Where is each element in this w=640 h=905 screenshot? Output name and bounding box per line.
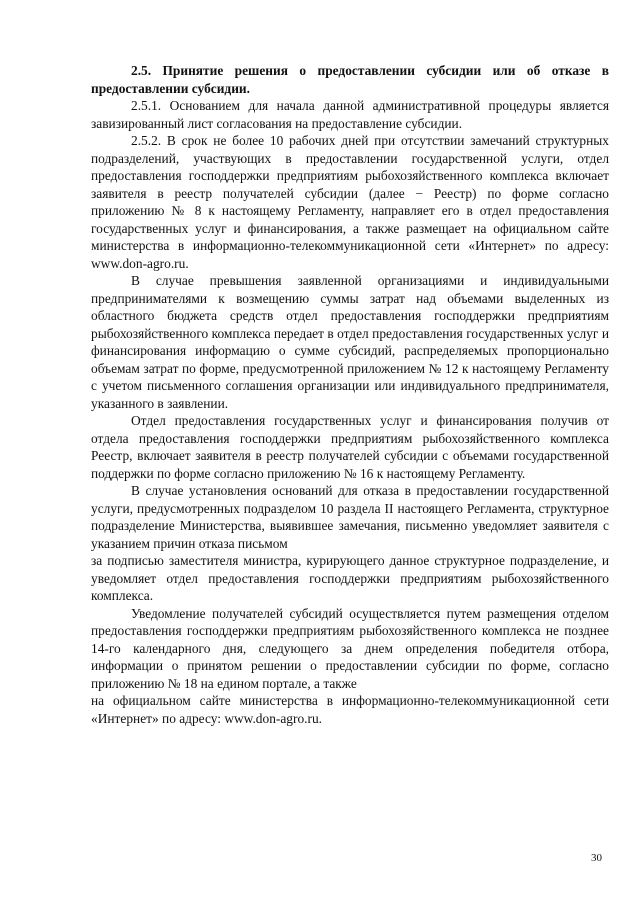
page-number: 30 [591,852,602,864]
paragraph-2-5-2: 2.5.2. В срок не более 10 рабочих дней при отсутствии замечаний структурных подразделений, участвующих в предоставлении государственной услуги, отдел предоставления господдержки предприятиям рыбохозяйственного комплекса включает заявителя в реестр получателей субсидии (далее − Реестр) по форме согласно приложению № 8 к настоящему Регламенту, направляет его в отдел предоставления государственных услуг и финансирования, а также размещает на официальном сайте министерства в информационно-телекоммуникационной сети «Интернет» по адресу: www.don-agro.ru. [91,133,609,271]
paragraph-2-5-1: 2.5.1. Основанием для начала данной административной процедуры является завизированный лист согласования на предоставление субсидии. [91,98,609,131]
paragraph-excess-costs: В случае превышения заявленной организациями и индивидуальными предпринимателями к возмещению суммы затрат над объемами выделенных из областного бюджета средств отдел предоставления господдержки предприятиям рыбохозяйственного комплекса передает в отдел предоставления государственных услуг и финансирования информацию о сумме субсидий, распределяемых пропорционально объемам затрат по форме, предусмотренной приложением № 12 к настоящему Регламенту с учетом письменного соглашения организации или индивидуального предпринимателя, указанного в заявлении. [91,273,609,411]
paragraph-refusal-continued: за подписью заместителя министра, курирующего данное структурное подразделение, и уведомляет отдел предоставления господдержки предприятиям рыбохозяйственного комплекса. [91,553,609,603]
paragraph-notification-continued: на официальном сайте министерства в информационно-телекоммуникационной сети «Интернет» по адресу: www.don-agro.ru. [91,693,609,726]
paragraph-finance-department: Отдел предоставления государственных услуг и финансирования получив от отдела предоставления господдержки предприятиям рыбохозяйственного комплекса Реестр, включает заявителя в реестр получателей субсидии с объемами государственной поддержки по форме согласно приложению № 16 к настоящему Регламенту. [91,413,609,481]
paragraph-notification: Уведомление получателей субсидий осуществляется путем размещения отделом предоставления господдержки предприятиям рыбохозяйственного комплекса не позднее 14-го календарного дня, следующего за днем определения победителя отбора, информации о принятом решении о предоставлении субсидии по форме, согласно приложению № 18 на едином портале, а также [91,605,609,691]
paragraph-refusal: В случае установления оснований для отказа в предоставлении государственной услуги, предусмотренных подразделом 10 раздела II настоящего Регламента, структурное подразделение Министерства, выявившее замечания, письменно уведомляет заявителя с указанием причин отказа письмом [91,483,609,551]
section-heading: 2.5. Принятие решения о предоставлении субсидии или об отказе в предоставлении субсидии. [91,63,609,96]
page-content [91,62,609,727]
